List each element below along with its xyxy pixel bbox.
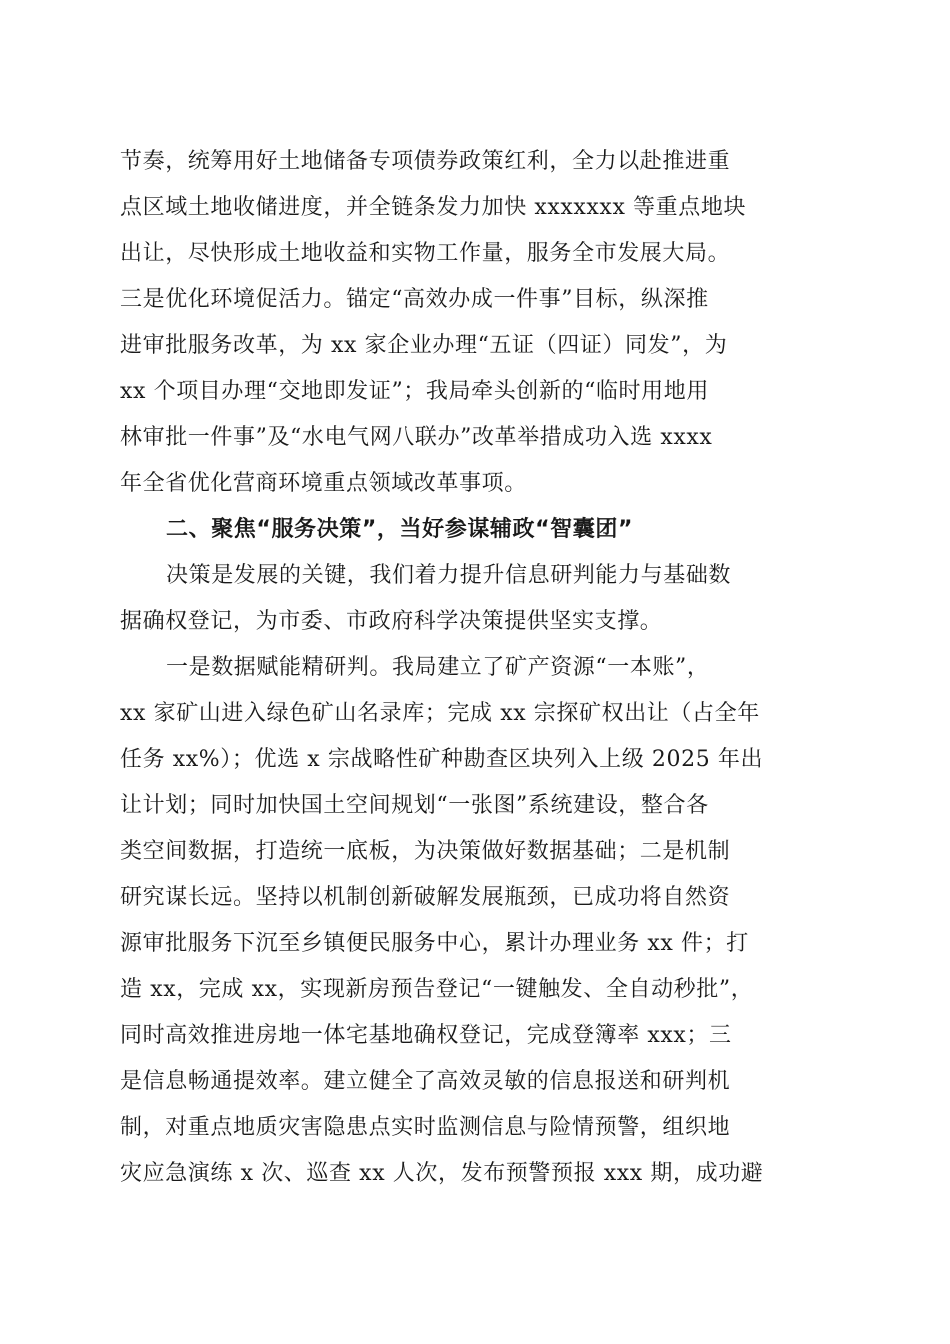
body-text-line: 同时高效推进房地一体宅基地确权登记，完成登簿率 xxx；三 bbox=[120, 1023, 732, 1048]
body-text-line: 进审批服务改革，为 xx 家企业办理“五证（四证）同发”，为 bbox=[120, 333, 728, 358]
body-text-line: 类空间数据，打造统一底板，为决策做好数据基础；二是机制 bbox=[120, 839, 731, 864]
body-text-line: 决策是发展的关键，我们着力提升信息研判能力与基础数 bbox=[166, 563, 732, 588]
body-text-line: 制，对重点地质灾害隐患点实时监测信息与险情预警，组织地 bbox=[120, 1115, 731, 1140]
body-text-line: 源审批服务下沉至乡镇便民服务中心，累计办理业务 xx 件；打 bbox=[120, 931, 749, 956]
body-text-line: 研究谋长远。坚持以机制创新破解发展瓶颈，已成功将自然资 bbox=[120, 885, 731, 910]
body-text-line: 让计划；同时加快国土空间规划“一张图”系统建设，整合各 bbox=[120, 793, 709, 818]
body-text-line: 林审批一件事”及“水电气网八联办”改革举措成功入选 xxxx bbox=[120, 425, 713, 450]
body-text-line: xx 个项目办理“交地即发证”；我局牵头创新的“临时用地用 bbox=[120, 379, 709, 404]
body-text-line: 任务 xx%）；优选 x 宗战略性矿种勘查区块列入上级 2025 年出 bbox=[120, 747, 764, 772]
body-text-line: 三是优化环境促活力。锚定“高效办成一件事”目标，纵深推 bbox=[120, 287, 709, 312]
body-text-line: 点区域土地收储进度，并全链条发力加快 xxxxxxx 等重点地块 bbox=[120, 195, 747, 220]
body-text-line: 是信息畅通提效率。建立健全了高效灵敏的信息报送和研判机 bbox=[120, 1069, 731, 1094]
body-text-line: 灾应急演练 x 次、巡查 xx 人次，发布预警预报 xxx 期，成功避 bbox=[120, 1161, 764, 1186]
body-text-line: 一是数据赋能精研判。我局建立了矿产资源“一本账”， bbox=[166, 655, 710, 680]
body-text-line: 年全省优化营商环境重点领域改革事项。 bbox=[120, 471, 527, 496]
body-text-line: xx 家矿山进入绿色矿山名录库；完成 xx 宗探矿权出让（占全年 bbox=[120, 701, 760, 726]
section-heading: 二、聚焦“服务决策”，当好参谋辅政“智囊团” bbox=[166, 517, 634, 542]
body-text-line: 出让，尽快形成土地收益和实物工作量，服务全市发展大局。 bbox=[120, 241, 731, 266]
body-text-line: 造 xx，完成 xx，实现新房预告登记“一键触发、全自动秒批”， bbox=[120, 977, 754, 1002]
body-text-line: 节奏，统筹用好土地储备专项债券政策红利，全力以赴推进重 bbox=[120, 149, 731, 174]
body-text-line: 据确权登记，为市委、市政府科学决策提供坚实支撑。 bbox=[120, 609, 663, 634]
